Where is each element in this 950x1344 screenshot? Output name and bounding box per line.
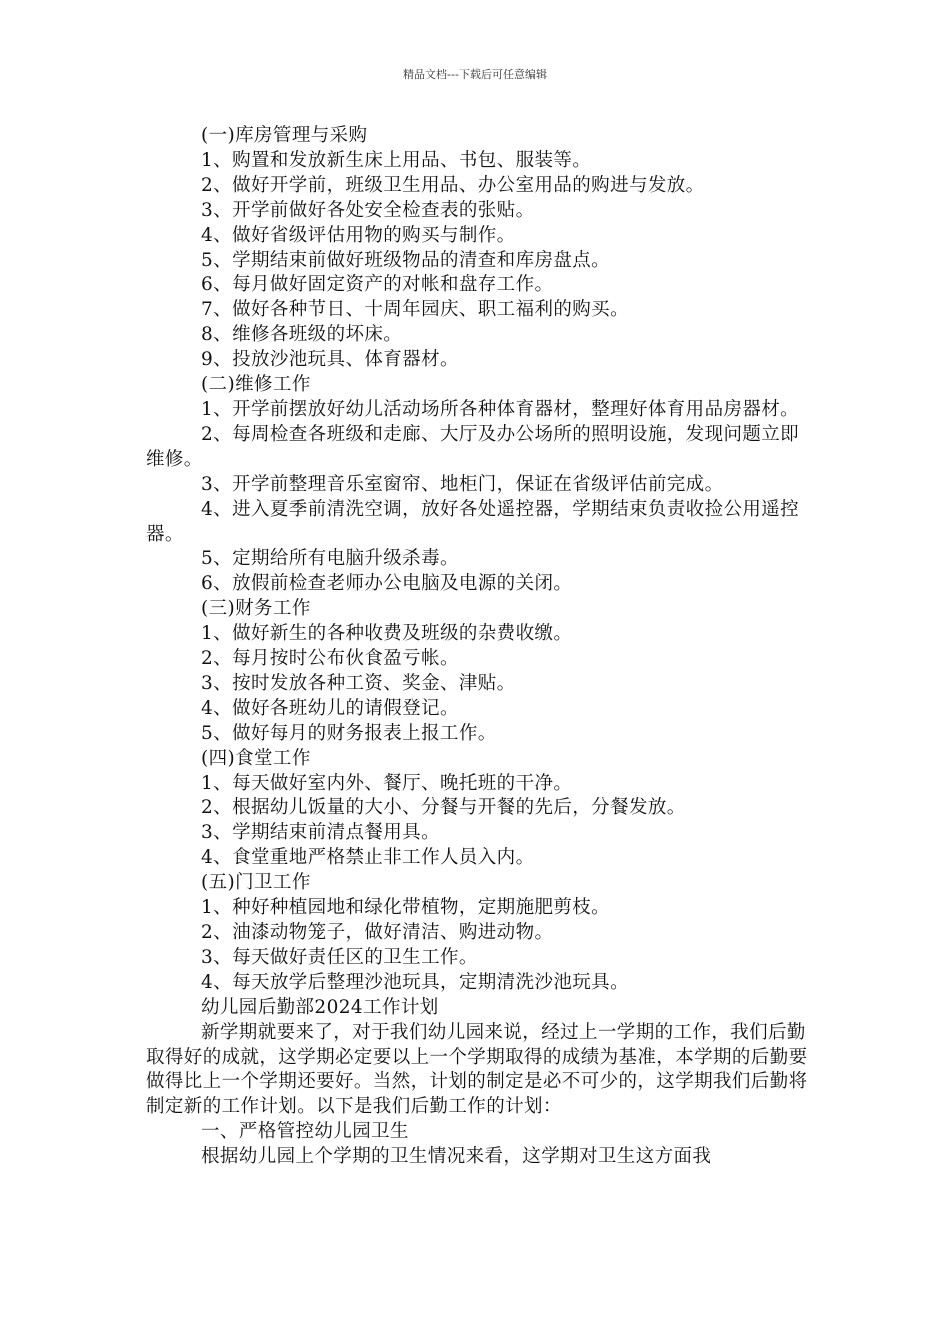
paragraph: (一)库房管理与采购 bbox=[201, 125, 368, 146]
paragraph: 2、每周检查各班级和走廊、大厅及办公场所的照明设施，发现问题立即维修。 bbox=[146, 423, 800, 470]
paragraph: 1、购置和发放新生床上用品、书包、服装等。 bbox=[201, 149, 592, 171]
paragraph: 新学期就要来了，对于我们幼儿园来说，经过上一学期的工作，我们后勤取得好的成就，这学期必定要以上一个学期取得的成绩为基准，本学期的后勤要做得比上一个学期还要好。当然，计划的制定是必不可少的，这学期我们后勤将制定新的工作计划。以下是我们后勤工作的计划： bbox=[146, 1021, 808, 1118]
paragraph: 2、做好开学前，班级卫生用品、办公室用品的购进与发放。 bbox=[201, 174, 705, 196]
paragraph: 2、油漆动物笼子，做好清洁、购进动物。 bbox=[201, 922, 554, 943]
paragraph: 6、放假前检查老师办公电脑及电源的关闭。 bbox=[201, 573, 573, 595]
paragraph: (三)财务工作 bbox=[201, 598, 311, 620]
paragraph: (五)门卫工作 bbox=[201, 872, 311, 894]
paragraph: 根据幼儿园上个学期的卫生情况来看，这学期对卫生这方面我 bbox=[201, 1146, 712, 1168]
paragraph: 7、做好各种节日、十周年园庆、职工福利的购买。 bbox=[201, 299, 629, 321]
paragraph: 4、食堂重地严格禁止非工作人员入内。 bbox=[201, 847, 535, 869]
paragraph: 2、每月按时公布伙食盈亏帐。 bbox=[201, 648, 459, 670]
paragraph: 5、定期给所有电脑升级杀毒。 bbox=[201, 548, 459, 570]
paragraph: 1、做好新生的各种收费及班级的杂费收缴。 bbox=[201, 623, 573, 645]
document-body bbox=[146, 124, 810, 1170]
paragraph: 9、投放沙池玩具、体育器材。 bbox=[201, 349, 459, 371]
paragraph: 4、每天放学后整理沙池玩具，定期清洗沙池玩具。 bbox=[201, 971, 629, 993]
paragraph: 3、开学前整理音乐室窗帘、地柜门，保证在省级评估前完成。 bbox=[201, 473, 724, 495]
paragraph: 4、做好省级评估用物的购买与制作。 bbox=[201, 224, 516, 246]
paragraph: 1、开学前摆放好幼儿活动场所各种体育器材，整理好体育用品房器材。 bbox=[201, 398, 800, 420]
paragraph: 4、进入夏季前清洗空调，放好各处遥控器，学期结束负责收捡公用遥控器。 bbox=[146, 498, 800, 545]
paragraph: 3、学期结束前清点餐用具。 bbox=[201, 822, 440, 844]
paragraph: 3、每天做好责任区的卫生工作。 bbox=[201, 946, 478, 968]
paragraph: 5、做好每月的财务报表上报工作。 bbox=[201, 722, 497, 744]
paragraph: 幼儿园后勤部2024工作计划 bbox=[201, 996, 439, 1018]
paragraph: 2、根据幼儿饭量的大小、分餐与开餐的先后，分餐发放。 bbox=[201, 797, 686, 819]
paragraph: 1、每天做好室内外、餐厅、晚托班的干净。 bbox=[201, 772, 573, 794]
paragraph: 3、开学前做好各处安全检查表的张贴。 bbox=[201, 199, 535, 221]
paragraph: 6、每月做好固定资产的对帐和盘存工作。 bbox=[201, 274, 554, 296]
paragraph: 3、按时发放各种工资、奖金、津贴。 bbox=[201, 672, 516, 694]
paragraph: 5、学期结束前做好班级物品的清查和库房盘点。 bbox=[201, 249, 611, 271]
paragraph: 4、做好各班幼儿的请假登记。 bbox=[201, 697, 459, 719]
page-header: 精品文档---下载后可任意编辑 bbox=[403, 68, 547, 81]
paragraph: 一、严格管控幼儿园卫生 bbox=[201, 1121, 409, 1143]
paragraph: (四)食堂工作 bbox=[201, 747, 311, 769]
paragraph: (二)维修工作 bbox=[201, 374, 311, 396]
paragraph: 8、维修各班级的坏床。 bbox=[201, 324, 403, 346]
paragraph: 1、种好种植园地和绿化带植物，定期施肥剪枝。 bbox=[201, 897, 611, 919]
